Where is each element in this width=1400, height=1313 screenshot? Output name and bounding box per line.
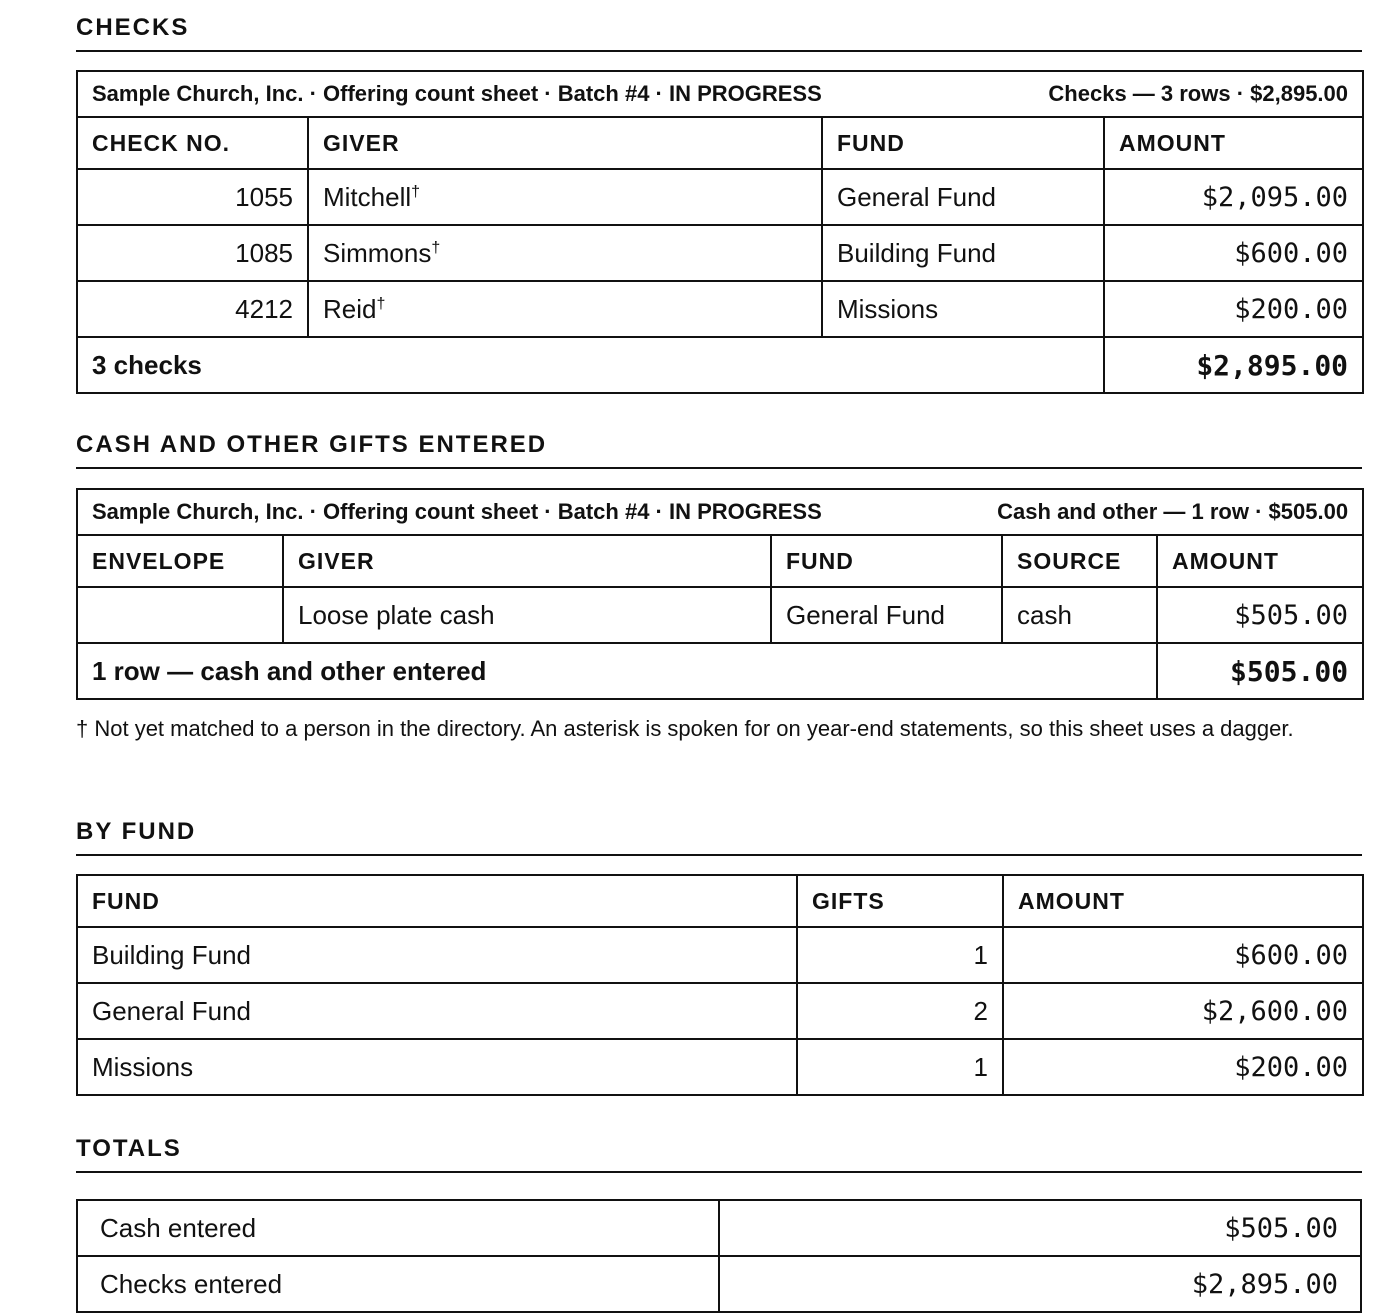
envelope-number bbox=[77, 587, 283, 643]
amount: $2,600.00 bbox=[1003, 983, 1363, 1039]
column-header-gifts: GIFTS bbox=[797, 875, 1003, 927]
unmatched-dagger-mark: † bbox=[431, 238, 441, 256]
checks-total-amount: $2,895.00 bbox=[1104, 337, 1363, 393]
amount: $600.00 bbox=[1104, 225, 1363, 281]
table-row bbox=[77, 1039, 1363, 1095]
table-row bbox=[77, 927, 1363, 983]
giver-cell bbox=[308, 169, 822, 225]
by-fund-section-title: BY FUND bbox=[76, 818, 1362, 856]
checks-caption-right: Checks — 3 rows · $2,895.00 bbox=[1048, 81, 1349, 106]
cash-caption-left: Sample Church, Inc. · Offering count sheet · Batch #4 · IN PROGRESS bbox=[92, 499, 822, 524]
gift-count: 1 bbox=[797, 927, 1003, 983]
totals-row bbox=[77, 1200, 1361, 1256]
fund-name: Building Fund bbox=[77, 927, 797, 983]
column-header-amount: AMOUNT bbox=[1003, 875, 1363, 927]
amount: $505.00 bbox=[1157, 587, 1363, 643]
check-number: 4212 bbox=[77, 281, 308, 337]
cash-caption-right: Cash and other — 1 row · $505.00 bbox=[997, 499, 1349, 524]
column-header-giver: GIVER bbox=[308, 117, 822, 169]
column-header-fund: FUND bbox=[822, 117, 1104, 169]
cash-caption-row bbox=[77, 489, 1363, 535]
fund-name: Missions bbox=[822, 281, 1104, 337]
cash-header-row bbox=[77, 535, 1363, 587]
column-header-fund: FUND bbox=[771, 535, 1002, 587]
totals-table bbox=[76, 1199, 1362, 1313]
table-row bbox=[77, 169, 1363, 225]
giver-name: Loose plate cash bbox=[283, 587, 771, 643]
cash-total-row bbox=[77, 643, 1363, 699]
unmatched-dagger-mark: † bbox=[376, 294, 386, 312]
cash-total-label: 1 row — cash and other entered bbox=[77, 643, 1157, 699]
column-header-check-no: CHECK NO. bbox=[77, 117, 308, 169]
gift-count: 1 bbox=[797, 1039, 1003, 1095]
table-row bbox=[77, 225, 1363, 281]
checks-caption-left: Sample Church, Inc. · Offering count sheet · Batch #4 · IN PROGRESS bbox=[92, 81, 822, 106]
cash-section-title: CASH AND OTHER GIFTS ENTERED bbox=[76, 431, 1362, 469]
fund-name: Building Fund bbox=[822, 225, 1104, 281]
giver-cell bbox=[308, 281, 822, 337]
amount: $200.00 bbox=[1003, 1039, 1363, 1095]
giver-name: Simmons bbox=[323, 237, 432, 268]
fund-name: General Fund bbox=[822, 169, 1104, 225]
cash-table bbox=[76, 488, 1364, 700]
amount: $600.00 bbox=[1003, 927, 1363, 983]
column-header-envelope: ENVELOPE bbox=[77, 535, 283, 587]
totals-label: Cash entered bbox=[77, 1200, 719, 1256]
column-header-source: SOURCE bbox=[1002, 535, 1157, 587]
source: cash bbox=[1002, 587, 1157, 643]
table-row bbox=[77, 281, 1363, 337]
totals-section-title: TOTALS bbox=[76, 1135, 1362, 1173]
checks-caption-row bbox=[77, 71, 1363, 117]
giver-name: Reid bbox=[323, 293, 377, 324]
checks-total-label: 3 checks bbox=[77, 337, 1104, 393]
totals-amount: $2,895.00 bbox=[719, 1256, 1361, 1312]
fund-name: General Fund bbox=[771, 587, 1002, 643]
totals-row bbox=[77, 1256, 1361, 1312]
column-header-amount: AMOUNT bbox=[1157, 535, 1363, 587]
column-header-giver: GIVER bbox=[283, 535, 771, 587]
by-fund-table bbox=[76, 874, 1364, 1096]
checks-table bbox=[76, 70, 1364, 394]
check-number: 1055 bbox=[77, 169, 308, 225]
cash-caption bbox=[77, 489, 1363, 535]
checks-caption bbox=[77, 71, 1363, 117]
giver-cell bbox=[308, 225, 822, 281]
check-number: 1085 bbox=[77, 225, 308, 281]
totals-amount: $505.00 bbox=[719, 1200, 1361, 1256]
totals-label: Checks entered bbox=[77, 1256, 719, 1312]
by-fund-header-row bbox=[77, 875, 1363, 927]
gift-count: 2 bbox=[797, 983, 1003, 1039]
cash-total-amount: $505.00 bbox=[1157, 643, 1363, 699]
amount: $2,095.00 bbox=[1104, 169, 1363, 225]
table-row bbox=[77, 587, 1363, 643]
table-row bbox=[77, 983, 1363, 1039]
column-header-amount: AMOUNT bbox=[1104, 117, 1363, 169]
giver-name: Mitchell bbox=[323, 181, 412, 212]
dagger-footnote: † Not yet matched to a person in the directory. An asterisk is spoken for on year-end statements, so this sheet uses a dagger. bbox=[76, 716, 1294, 741]
checks-section-title: CHECKS bbox=[76, 14, 1362, 52]
fund-name: General Fund bbox=[77, 983, 797, 1039]
unmatched-dagger-mark: † bbox=[411, 182, 421, 200]
column-header-fund: FUND bbox=[77, 875, 797, 927]
checks-total-row bbox=[77, 337, 1363, 393]
amount: $200.00 bbox=[1104, 281, 1363, 337]
fund-name: Missions bbox=[77, 1039, 797, 1095]
checks-header-row bbox=[77, 117, 1363, 169]
